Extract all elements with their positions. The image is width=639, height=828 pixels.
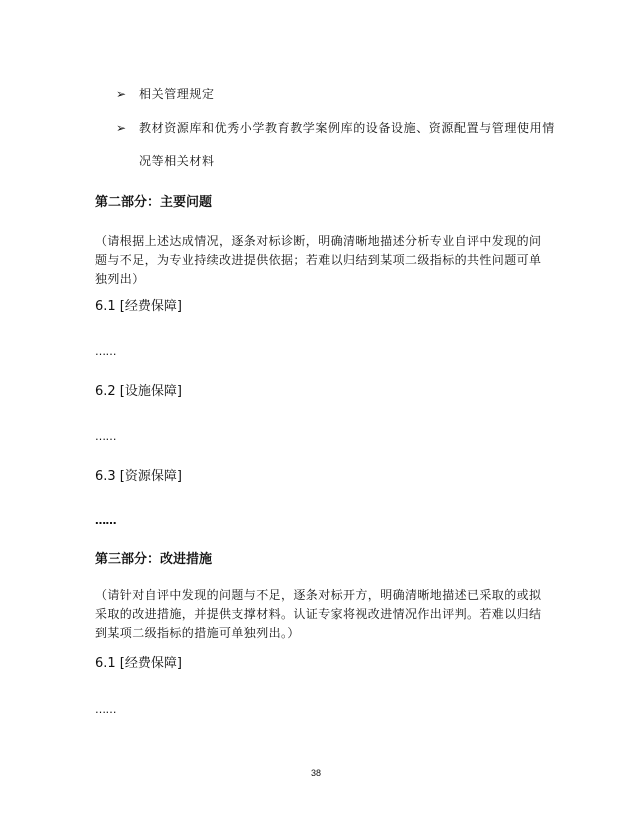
page-number: 38 — [311, 768, 322, 778]
bullet-text: 相关管理规定 — [139, 87, 215, 101]
part2-note-line: 独列出） — [95, 272, 145, 286]
bullet-arrow-icon: ➢ — [116, 121, 127, 135]
bullet-text-continued: 况等相关材料 — [139, 154, 215, 168]
part2-item-placeholder: …… — [95, 430, 116, 443]
part3-item-placeholder: …… — [95, 703, 116, 716]
part3-note-line: 采取的改进措施，并提供支撑材料。认证专家将视改进情况作出评判。若难以归结 — [95, 607, 542, 621]
part3-item-heading: 6.1 [经费保障] — [95, 656, 182, 671]
part2-item-heading: 6.1 [经费保障] — [95, 299, 182, 314]
part3-note-line: （请针对自评中发现的问题与不足，逐条对标开方，明确清晰地描述已采取的或拟 — [95, 588, 542, 602]
part3-note-line: 到某项二级指标的措施可单独列出。） — [95, 626, 300, 640]
part2-item-placeholder: …… — [95, 345, 116, 358]
part2-item-heading: 6.2 [设施保障] — [95, 384, 182, 399]
part2-heading: 第二部分：主要问题 — [95, 195, 213, 210]
part2-item-heading: 6.3 [资源保障] — [95, 469, 182, 484]
bullet-text: 教材资源库和优秀小学教育教学案例库的设备设施、资源配置与管理使用情 — [139, 121, 555, 135]
part3-heading: 第三部分：改进措施 — [95, 552, 213, 567]
part2-note-line: （请根据上述达成情况，逐条对标诊断，明确清晰地描述分析专业自评中发现的问 — [95, 234, 542, 248]
part2-note-line: 题与不足，为专业持续改进提供依据；若难以归结到某项二级指标的共性问题可单 — [95, 253, 542, 267]
bullet-arrow-icon: ➢ — [116, 87, 127, 101]
part2-item-placeholder: …… — [95, 514, 116, 527]
